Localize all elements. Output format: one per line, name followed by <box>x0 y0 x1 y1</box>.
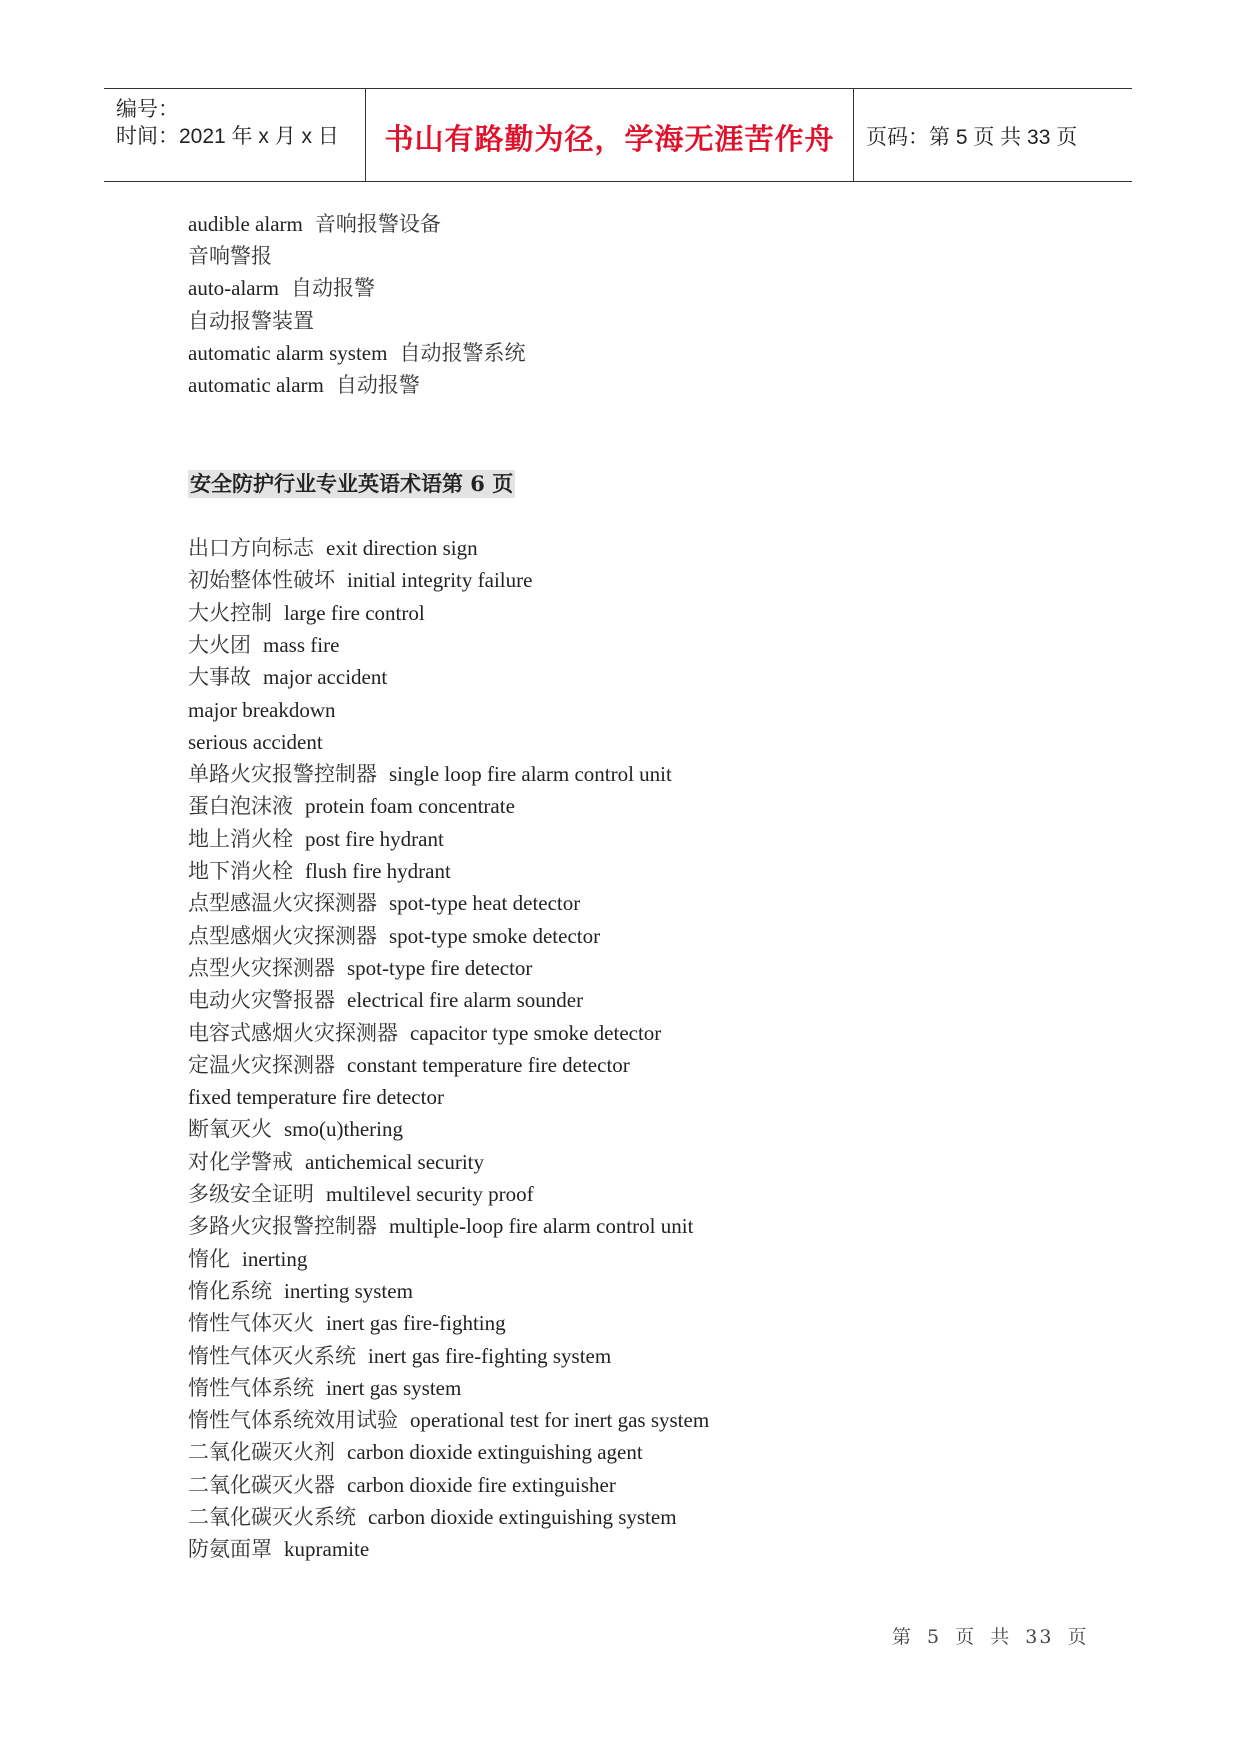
term-entry <box>188 1181 534 1207</box>
term-english: major breakdown <box>188 697 336 722</box>
term-chinese: 惰性气体系统效用试验 <box>188 1408 398 1433</box>
term-chinese: 二氧化碳灭火系统 <box>188 1505 356 1529</box>
term-entry <box>188 1504 677 1530</box>
serial-label: 编号： <box>116 98 179 121</box>
term-english: multiple-loop fire alarm control unit <box>389 1214 694 1239</box>
term-entry <box>188 858 451 884</box>
term-entry <box>188 923 600 949</box>
term-chinese: 电动火灾警报器 <box>188 988 335 1013</box>
term-entry <box>188 275 375 301</box>
term-entry <box>188 600 425 626</box>
time-label: 时间：2021 年 x 月 x 日 <box>116 125 339 148</box>
term-english: automatic alarm system <box>188 340 388 365</box>
term-entry <box>188 1536 369 1562</box>
term-english: flush fire hydrant <box>305 859 451 883</box>
term-english: protein foam concentrate <box>305 794 515 819</box>
term-english: inert gas system <box>326 1375 462 1400</box>
term-chinese: 出口方向标志 <box>188 536 314 560</box>
term-chinese: 自动报警 <box>335 373 420 397</box>
term-english: mass fire <box>263 632 340 657</box>
term-english: spot-type fire detector <box>347 955 533 980</box>
term-chinese: 自动报警 <box>290 276 375 301</box>
term-entry <box>188 1052 630 1078</box>
term-entry <box>188 729 323 755</box>
term-entry <box>188 1278 413 1304</box>
term-entry <box>188 1439 643 1465</box>
term-english: carbon dioxide fire extinguisher <box>347 1472 616 1497</box>
term-english: kupramite <box>284 1537 370 1562</box>
term-entry <box>188 890 580 916</box>
term-chinese: 地上消火栓 <box>188 826 293 851</box>
term-entry <box>188 372 420 398</box>
motto-text: 书山有路勤为径，学海无涯苦作舟 <box>384 122 835 156</box>
section-title: 安全防护行业专业英语术语第 6 页 <box>190 471 514 496</box>
term-entry <box>188 1246 307 1272</box>
term-chinese: 蛋白泡沫液 <box>188 794 293 819</box>
term-entry <box>188 1084 444 1110</box>
term-english: carbon dioxide extinguishing agent <box>347 1440 643 1465</box>
term-chinese: 点型火灾探测器 <box>188 955 335 980</box>
term-chinese: 大火控制 <box>188 600 272 625</box>
term-entry <box>188 1310 506 1336</box>
term-english: multilevel security proof <box>326 1182 534 1206</box>
term-entry <box>188 793 515 819</box>
term-entry <box>188 308 314 334</box>
term-entry <box>188 243 272 269</box>
term-entry <box>188 1343 611 1369</box>
term-chinese: 地下消火栓 <box>188 859 293 883</box>
term-english: exit direction sign <box>326 536 478 560</box>
term-english: inert gas fire-fighting <box>326 1311 506 1336</box>
term-english: antichemical security <box>305 1149 485 1174</box>
page-header <box>104 88 1132 182</box>
term-english: fixed temperature fire detector <box>188 1085 444 1110</box>
term-chinese: 对化学警戒 <box>188 1149 293 1174</box>
term-english: post fire hydrant <box>305 826 444 851</box>
term-english: large fire control <box>284 600 425 625</box>
term-chinese: 电容式感烟火灾探测器 <box>188 1020 398 1045</box>
term-chinese: 惰性气体灭火 <box>188 1311 314 1336</box>
term-chinese: 音响警报 <box>188 244 272 269</box>
term-entry <box>188 955 532 981</box>
term-entry <box>188 632 339 658</box>
term-chinese: 初始整体性破坏 <box>188 568 335 593</box>
term-chinese: 点型感烟火灾探测器 <box>188 923 377 948</box>
term-english: single loop fire alarm control unit <box>389 762 672 787</box>
term-entry <box>188 1375 461 1401</box>
term-chinese: 多路火灾报警控制器 <box>188 1214 377 1239</box>
term-chinese: 单路火灾报警控制器 <box>188 762 377 787</box>
term-chinese: 音响报警设备 <box>314 212 441 236</box>
term-english: constant temperature fire detector <box>347 1052 630 1077</box>
term-entry <box>188 1149 484 1175</box>
term-entry <box>188 1213 693 1239</box>
header-motto-cell <box>365 89 854 181</box>
term-english: smo(u)thering <box>284 1117 403 1142</box>
term-chinese: 断氧灭火 <box>188 1117 272 1142</box>
term-entry <box>188 987 583 1013</box>
term-chinese: 点型感温火灾探测器 <box>188 891 377 916</box>
term-chinese: 定温火灾探测器 <box>188 1052 335 1077</box>
term-english: serious accident <box>188 729 323 754</box>
term-english: inerting <box>242 1246 308 1271</box>
term-english: spot-type smoke detector <box>389 923 601 948</box>
term-english: inerting system <box>284 1278 413 1303</box>
header-info-cell <box>104 89 364 181</box>
term-chinese: 多级安全证明 <box>188 1182 314 1206</box>
term-entry <box>188 1407 709 1433</box>
term-chinese: 惰性气体系统 <box>188 1375 314 1400</box>
term-chinese: 惰性气体灭火系统 <box>188 1343 356 1368</box>
term-chinese: 惰化系统 <box>188 1278 272 1303</box>
term-entry <box>188 211 441 237</box>
term-english: operational test for inert gas system <box>410 1408 710 1433</box>
term-english: inert gas fire-fighting system <box>368 1343 612 1368</box>
term-chinese: 惰化 <box>188 1246 230 1271</box>
term-entry <box>188 535 478 561</box>
page-code: 页码：第 5 页 共 33 页 <box>866 126 1078 149</box>
term-entry <box>188 1116 403 1142</box>
term-chinese: 自动报警装置 <box>188 308 314 333</box>
term-chinese: 防氨面罩 <box>188 1537 272 1562</box>
term-english: major accident <box>263 665 388 690</box>
term-english: spot-type heat detector <box>389 891 581 916</box>
term-entry <box>188 826 444 852</box>
term-entry <box>188 697 336 723</box>
term-chinese: 二氧化碳灭火剂 <box>188 1440 335 1465</box>
term-entry <box>188 1020 661 1046</box>
term-english: audible alarm <box>188 212 303 236</box>
term-english: initial integrity failure <box>347 568 533 593</box>
term-entry <box>188 1472 616 1498</box>
term-entry <box>188 761 672 787</box>
term-english: capacitor type smoke detector <box>410 1020 662 1045</box>
term-chinese: 二氧化碳灭火器 <box>188 1472 335 1497</box>
page-footer: 第 5 页 共 33 页 <box>892 1626 1089 1648</box>
term-chinese: 大火团 <box>188 632 251 657</box>
term-chinese: 自动报警系统 <box>399 340 526 365</box>
term-english: electrical fire alarm sounder <box>347 988 584 1013</box>
term-entry <box>188 567 532 593</box>
term-english: carbon dioxide extinguishing system <box>368 1505 677 1529</box>
term-english: automatic alarm <box>188 373 324 397</box>
term-english: auto-alarm <box>188 276 279 301</box>
header-page-cell <box>854 89 1132 181</box>
term-entry <box>188 664 387 690</box>
term-entry <box>188 340 525 366</box>
term-chinese: 大事故 <box>188 665 251 690</box>
